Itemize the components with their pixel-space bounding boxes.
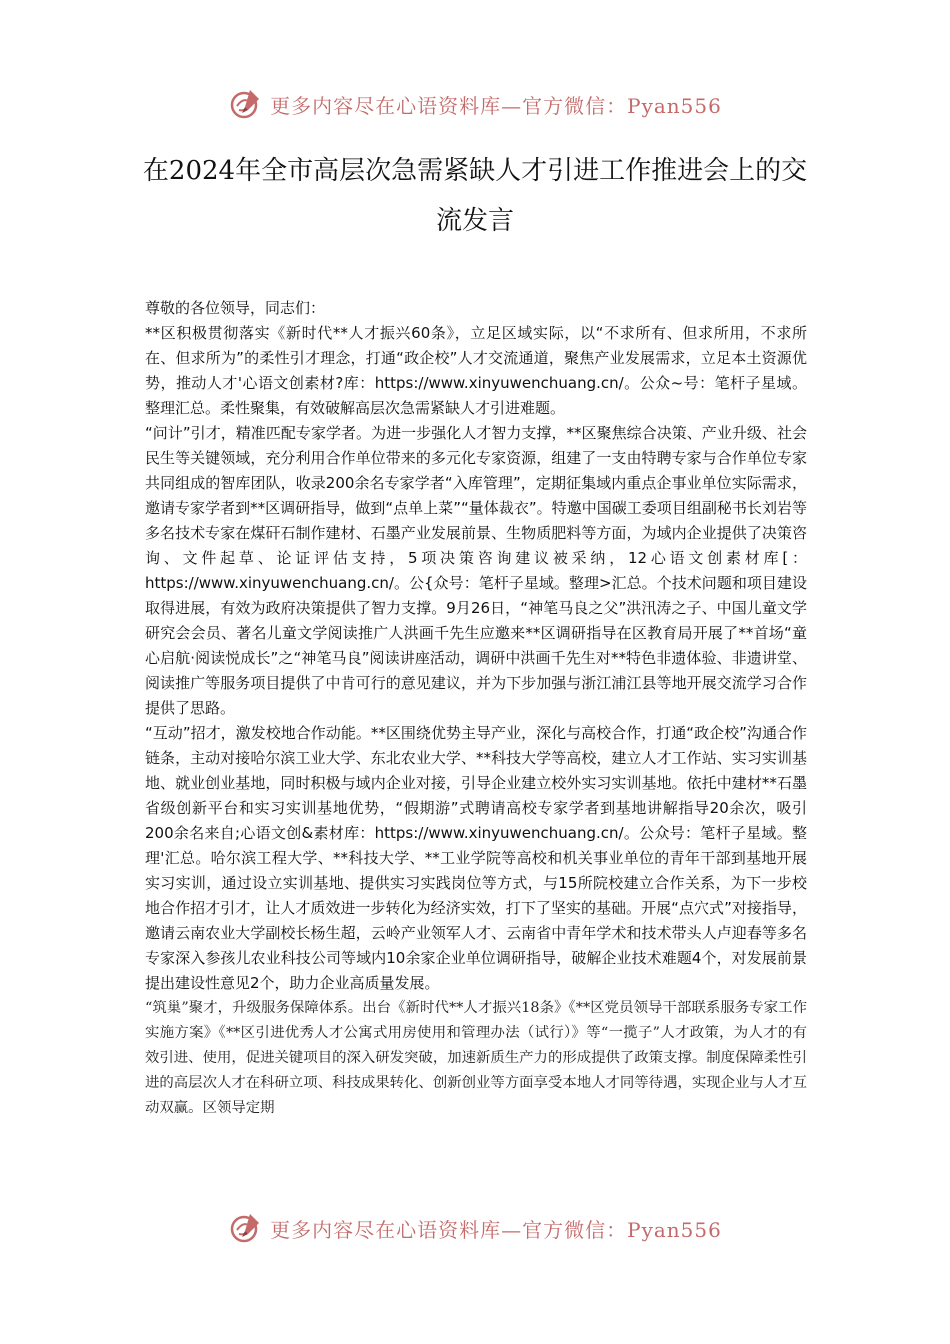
body-paragraph: “问计”引才，精准匹配专家学者。为进一步强化人才智力支撑，**区聚焦综合决策、产业升级、社会民生等关键领域，充分利用合作单位带来的多元化专家资源，组建了一支由特聘专家与合作单位专家共同组成的智库团队，收录200余名专家学者“入库管理”，定期征集域内重点企事业单位实际需求，邀请专家学者到**区调研指导，做到“点单上菜”“量体裁衣”。特邀中国碳工委项目组副秘书长刘岩等多名技术专家在煤矸石制作建材、石墨产业发展前景、生物质肥料等方面，为域内企业提供了决策咨询、文件起草、论证评估支持，5项决策咨询建议被采纳，12心语文创素材库[：https://www.xinyuwenchuang.cn/。公{众号：笔杆子星域。整理>汇总。个技术问题和项目建设取得进展，有效为政府决策提供了智力支撑。9月26日，“神笔马良之父”洪汛涛之子、中国儿童文学研究会会员、著名儿童文学阅读推广人洪画千先生应邀来**区调研指导在区教育局开展了**首场“童心启航·阅读悦成长”之“神笔马良”阅读讲座活动，调研中洪画千先生对**特色非遗体验、非遗讲堂、阅读推广等服务项目提供了中肯可行的意见建议，并为下步加强与浙江浦江县等地开展交流学习合作提供了思路。	[145, 424, 807, 717]
salutation: 尊敬的各位领导，同志们：	[145, 299, 326, 317]
pen-swirl-logo-icon	[228, 86, 264, 122]
body-paragraph: **区积极贯彻落实《新时代**人才振兴60条》，立足区域实际，以“不求所有、但求所用，不求所在、但求所为”的柔性引才理念，打通“政企校”人才交流通道，聚焦产业发展需求，立足本土资源优势，推动人才'心语文创素材?库：https://www.xinyuwenchuang.cn/。公众~号：笔杆子星域。整理汇总。柔性聚集，有效破解高层次急需紧缺人才引进难题。	[145, 324, 807, 417]
header-watermark-banner	[0, 82, 950, 126]
header-watermark-text: 更多内容尽在心语资料库—官方微信：Pyan556	[270, 93, 722, 118]
pen-swirl-logo-icon	[228, 1210, 264, 1246]
footer-watermark-text: 更多内容尽在心语资料库—官方微信：Pyan556	[270, 1217, 722, 1242]
footer-watermark-banner	[0, 1206, 950, 1250]
body-paragraph: “筑巢”聚才，升级服务保障体系。出台《新时代**人才振兴18条》《**区党员领导干部联系服务专家工作实施方案》《**区引进优秀人才公寓式用房使用和管理办法（试行）》等“一揽子”人才政策，为人才的有效引进、使用，促进关键项目的深入研发突破，加速新质生产力的形成提供了政策支撑。制度保障柔性引进的高层次人才在科研立项、科技成果转化、创新创业等方面享受本地人才同等待遇，实现企业与人才互动双赢。区领导定期	[145, 1000, 807, 1116]
document-title: 在2024年全市高层次急需紧缺人才引进工作推进会上的交流发言	[142, 156, 808, 236]
document-body	[145, 296, 807, 1121]
body-paragraph: “互动”招才，激发校地合作动能。**区围绕优势主导产业，深化与高校合作，打通“政企校”沟通合作链条，主动对接哈尔滨工业大学、东北农业大学、**科技大学等高校，建立人才工作站、实习实训基地、就业创业基地，同时积极与域内企业对接，引导企业建立校外实习实训基地。依托中建材**石墨省级创新平台和实习实训基地优势，“假期游”式聘请高校专家学者到基地讲解指导20余次，吸引200余名来自;心语文创&素材库：https://www.xinyuwenchuang.cn/。公众号：笔杆子星域。整理'汇总。哈尔滨工程大学、**科技大学、**工业学院等高校和机关事业单位的青年干部到基地开展实习实训，通过设立实训基地、提供实习实践岗位等方式，与15所院校建立合作关系，为下一步校地合作招才引才，让人才质效进一步转化为经济实效，打下了坚实的基础。开展“点穴式”对接指导，邀请云南农业大学副校长杨生超，云岭产业领军人才、云南省中青年学术和技术带头人卢迎春等多名专家深入参孩儿农业科技公司等域内10余家企业单位调研指导，破解企业技术难题4个，对发展前景提出建设性意见2个，助力企业高质量发展。	[145, 724, 807, 992]
